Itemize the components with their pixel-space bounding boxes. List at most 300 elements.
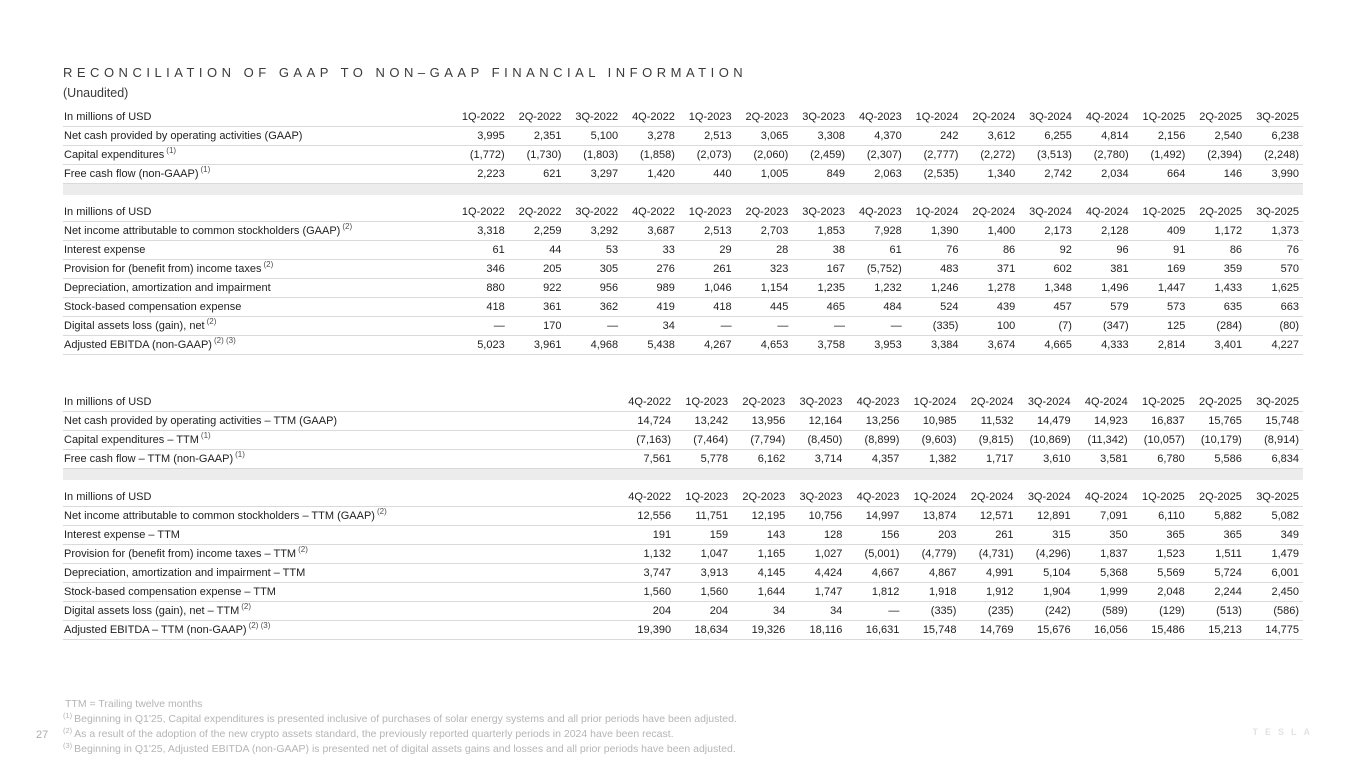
row-label	[63, 602, 618, 621]
cell-value: 1,912	[960, 583, 1017, 602]
cell-value: 2,513	[679, 222, 736, 241]
column-header: 2Q-2024	[962, 203, 1019, 222]
row-label-text: Interest expense – TTM	[64, 529, 180, 541]
cell-value: 3,913	[675, 564, 732, 583]
cell-value: —	[846, 602, 903, 621]
column-header: 3Q-2023	[789, 488, 846, 507]
cell-value: (2,394)	[1189, 146, 1246, 165]
cell-value: 6,162	[732, 450, 789, 469]
cell-value: 349	[1246, 526, 1303, 545]
table-row	[63, 222, 1303, 241]
row-label-text: Capital expenditures	[64, 149, 165, 161]
cell-value: 1,999	[1075, 583, 1132, 602]
cell-value: 86	[1189, 241, 1246, 260]
column-header: 3Q-2023	[792, 203, 849, 222]
cell-value: 3,297	[565, 165, 622, 184]
cell-value: 1,165	[732, 545, 789, 564]
cell-value: 12,556	[618, 507, 675, 526]
cell-value: 5,368	[1075, 564, 1132, 583]
cell-value: (7)	[1019, 317, 1076, 336]
column-header: 3Q-2024	[1018, 488, 1075, 507]
cell-value: 621	[509, 165, 566, 184]
cell-value: 4,665	[1019, 336, 1076, 355]
column-header: 2Q-2023	[736, 108, 793, 127]
cell-value: 1,511	[1189, 545, 1246, 564]
column-header: 4Q-2024	[1075, 393, 1132, 412]
footnote-text: As a result of the adoption of the new crypto assets standard, the previously reported quarterly periods in 2024 have been recast.	[74, 728, 674, 740]
cell-value: (5,752)	[849, 260, 906, 279]
cell-value: 1,560	[675, 583, 732, 602]
cell-value: (347)	[1076, 317, 1133, 336]
cell-value: 5,023	[452, 336, 509, 355]
cell-value: 849	[792, 165, 849, 184]
cell-value: —	[679, 317, 736, 336]
footnote-reference: (2)	[263, 260, 274, 270]
cell-value: 1,560	[618, 583, 675, 602]
table-header-row	[63, 203, 1303, 222]
column-header: 4Q-2023	[846, 488, 903, 507]
cell-value: (8,899)	[846, 431, 903, 450]
column-header: 3Q-2024	[1018, 393, 1075, 412]
cell-value: 2,540	[1189, 127, 1246, 146]
cell-value: 11,532	[960, 412, 1017, 431]
cell-value: 1,046	[679, 279, 736, 298]
cell-value: 3,612	[962, 127, 1019, 146]
quarterly-cash-flow-table	[63, 108, 1303, 184]
cell-value: (284)	[1189, 317, 1246, 336]
table-row	[63, 621, 1303, 640]
cell-value: 483	[906, 260, 963, 279]
column-header: 4Q-2023	[849, 108, 906, 127]
column-header: 2Q-2025	[1189, 203, 1246, 222]
cell-value: 2,156	[1133, 127, 1190, 146]
cell-value: 12,195	[732, 507, 789, 526]
table-row	[63, 602, 1303, 621]
cell-value: 96	[1076, 241, 1133, 260]
footnote-reference: (2)	[376, 507, 387, 517]
cell-value: (7,794)	[732, 431, 789, 450]
cell-value: 128	[789, 526, 846, 545]
cell-value: 3,384	[906, 336, 963, 355]
cell-value: (242)	[1018, 602, 1075, 621]
cell-value: 11,751	[675, 507, 732, 526]
cell-value: 4,370	[849, 127, 906, 146]
row-label	[63, 336, 452, 355]
cell-value: (7,464)	[675, 431, 732, 450]
column-header: 4Q-2024	[1076, 203, 1133, 222]
row-label-text: Free cash flow – TTM (non-GAAP)	[64, 453, 234, 465]
table-row	[63, 336, 1303, 355]
row-label	[63, 298, 452, 317]
cell-value: 5,082	[1246, 507, 1303, 526]
cell-value: 159	[675, 526, 732, 545]
cell-value: 323	[736, 260, 793, 279]
cell-value: 2,814	[1133, 336, 1190, 355]
ttm-cash-flow-table	[63, 393, 1303, 469]
column-header: 1Q-2023	[675, 393, 732, 412]
cell-value: 91	[1133, 241, 1190, 260]
column-header: 4Q-2022	[622, 203, 679, 222]
cell-value: 3,953	[849, 336, 906, 355]
cell-value: (2,060)	[736, 146, 793, 165]
column-header: 2Q-2024	[960, 393, 1017, 412]
cell-value: 1,400	[962, 222, 1019, 241]
cell-value: 3,308	[792, 127, 849, 146]
column-header: 2Q-2023	[732, 393, 789, 412]
cell-value: 1,644	[732, 583, 789, 602]
cell-value: 3,758	[792, 336, 849, 355]
cell-value: 170	[509, 317, 566, 336]
row-label-text: Provision for (benefit from) income taxes	[64, 263, 262, 275]
table-row	[63, 564, 1303, 583]
cell-value: 3,995	[452, 127, 509, 146]
column-header: 2Q-2024	[962, 108, 1019, 127]
row-label	[63, 412, 618, 431]
cell-value: 33	[622, 241, 679, 260]
cell-value: 1,132	[618, 545, 675, 564]
cell-value: (11,342)	[1075, 431, 1132, 450]
cell-value: 204	[618, 602, 675, 621]
cell-value: (9,815)	[960, 431, 1017, 450]
cell-value: (4,296)	[1018, 545, 1075, 564]
cell-value: (2,459)	[792, 146, 849, 165]
cell-value: 1,348	[1019, 279, 1076, 298]
cell-value: (335)	[906, 317, 963, 336]
cell-value: 602	[1019, 260, 1076, 279]
row-label	[63, 127, 452, 146]
cell-value: 3,747	[618, 564, 675, 583]
cell-value: 3,687	[622, 222, 679, 241]
cell-value: 16,837	[1132, 412, 1189, 431]
row-label	[63, 583, 618, 602]
cell-value: (2,307)	[849, 146, 906, 165]
cell-value: 13,956	[732, 412, 789, 431]
cell-value: 2,034	[1076, 165, 1133, 184]
cell-value: (4,731)	[960, 545, 1017, 564]
row-label-text: Adjusted EBITDA (non-GAAP)	[64, 339, 212, 351]
cell-value: 4,145	[732, 564, 789, 583]
row-label	[63, 241, 452, 260]
cell-value: 4,424	[789, 564, 846, 583]
cell-value: 61	[452, 241, 509, 260]
column-header: 4Q-2023	[846, 393, 903, 412]
cell-value: (335)	[903, 602, 960, 621]
cell-value: 4,227	[1246, 336, 1303, 355]
cell-value: —	[849, 317, 906, 336]
table-row	[63, 412, 1303, 431]
cell-value: 315	[1018, 526, 1075, 545]
cell-value: 34	[789, 602, 846, 621]
table-row	[63, 431, 1303, 450]
cell-value: 100	[962, 317, 1019, 336]
cell-value: 1,479	[1246, 545, 1303, 564]
cell-value: 1,523	[1132, 545, 1189, 564]
table-row	[63, 127, 1303, 146]
cell-value: (2,272)	[962, 146, 1019, 165]
column-header: 3Q-2025	[1246, 108, 1303, 127]
column-header: 1Q-2024	[906, 203, 963, 222]
cell-value: 34	[732, 602, 789, 621]
column-header: 3Q-2022	[565, 108, 622, 127]
column-header: 4Q-2024	[1076, 108, 1133, 127]
table-row	[63, 165, 1303, 184]
cell-value: (8,914)	[1246, 431, 1303, 450]
column-header: 2Q-2024	[960, 488, 1017, 507]
cell-value: 1,420	[622, 165, 679, 184]
cell-value: 61	[849, 241, 906, 260]
cell-value: (10,869)	[1018, 431, 1075, 450]
cell-value: 38	[792, 241, 849, 260]
column-header: 1Q-2025	[1133, 108, 1190, 127]
cell-value: 76	[906, 241, 963, 260]
cell-value: 28	[736, 241, 793, 260]
cell-value: 76	[1246, 241, 1303, 260]
cell-value: 14,479	[1018, 412, 1075, 431]
cell-value: 14,769	[960, 621, 1017, 640]
cell-value: 4,968	[565, 336, 622, 355]
column-header: 3Q-2023	[789, 393, 846, 412]
cell-value: 53	[565, 241, 622, 260]
cell-value: 4,667	[846, 564, 903, 583]
cell-value: 989	[622, 279, 679, 298]
table-row	[63, 526, 1303, 545]
footnote-reference: (1)	[200, 431, 211, 441]
cell-value: 1,447	[1133, 279, 1190, 298]
column-header: 3Q-2022	[565, 203, 622, 222]
cell-value: 359	[1189, 260, 1246, 279]
cell-value: 92	[1019, 241, 1076, 260]
cell-value: 2,063	[849, 165, 906, 184]
cell-value: 445	[736, 298, 793, 317]
row-label	[63, 260, 452, 279]
cell-value: 14,724	[618, 412, 675, 431]
cell-value: 242	[906, 127, 963, 146]
footnote-marker: (2)	[63, 725, 73, 735]
cell-value: 2,351	[509, 127, 566, 146]
column-header: 1Q-2022	[452, 108, 509, 127]
cell-value: —	[452, 317, 509, 336]
cell-value: 524	[906, 298, 963, 317]
cell-value: 1,373	[1246, 222, 1303, 241]
table-row	[63, 279, 1303, 298]
cell-value: (1,803)	[565, 146, 622, 165]
row-label-text: Depreciation, amortization and impairment	[64, 282, 271, 294]
page-subtitle: (Unaudited)	[63, 86, 129, 100]
cell-value: 1,853	[792, 222, 849, 241]
cell-value: (589)	[1075, 602, 1132, 621]
cell-value: 3,278	[622, 127, 679, 146]
column-header: 1Q-2025	[1133, 203, 1190, 222]
row-label	[63, 564, 618, 583]
cell-value: 7,928	[849, 222, 906, 241]
column-header: 1Q-2024	[906, 108, 963, 127]
cell-value: 2,173	[1019, 222, 1076, 241]
cell-value: (2,535)	[906, 165, 963, 184]
cell-value: (2,073)	[679, 146, 736, 165]
cell-value: 1,172	[1189, 222, 1246, 241]
cell-value: 1,382	[903, 450, 960, 469]
row-label	[63, 526, 618, 545]
column-header: 3Q-2023	[792, 108, 849, 127]
cell-value: —	[736, 317, 793, 336]
column-header: 4Q-2022	[618, 393, 675, 412]
cell-value: (2,777)	[906, 146, 963, 165]
cell-value: (80)	[1246, 317, 1303, 336]
cell-value: 2,703	[736, 222, 793, 241]
page-number: 27	[36, 729, 49, 741]
column-header: 2Q-2022	[509, 203, 566, 222]
cell-value: 570	[1246, 260, 1303, 279]
cell-value: 6,110	[1132, 507, 1189, 526]
footnotes	[63, 697, 1163, 757]
column-header: 2Q-2023	[736, 203, 793, 222]
cell-value: 6,238	[1246, 127, 1303, 146]
cell-value: 143	[732, 526, 789, 545]
section-spacer	[63, 355, 1303, 393]
cell-value: 29	[679, 241, 736, 260]
cell-value: 14,923	[1075, 412, 1132, 431]
cell-value: 16,631	[846, 621, 903, 640]
cell-value: (586)	[1246, 602, 1303, 621]
cell-value: 12,891	[1018, 507, 1075, 526]
cell-value: 465	[792, 298, 849, 317]
cell-value: 361	[509, 298, 566, 317]
cell-value: 1,005	[736, 165, 793, 184]
cell-value: 5,778	[675, 450, 732, 469]
cell-value: 1,747	[789, 583, 846, 602]
cell-value: 86	[962, 241, 1019, 260]
cell-value: 6,255	[1019, 127, 1076, 146]
cell-value: (1,772)	[452, 146, 509, 165]
cell-value: 418	[452, 298, 509, 317]
cell-value: 922	[509, 279, 566, 298]
cell-value: 7,561	[618, 450, 675, 469]
cell-value: 1,717	[960, 450, 1017, 469]
column-header: 3Q-2024	[1019, 108, 1076, 127]
cell-value: 305	[565, 260, 622, 279]
footnote-reference: (2)	[298, 545, 308, 555]
table-row	[63, 450, 1303, 469]
cell-value: 350	[1075, 526, 1132, 545]
footnote-ttm-definition	[63, 697, 1163, 712]
footnote-text: TTM = Trailing twelve months	[65, 698, 203, 710]
row-label	[63, 431, 618, 450]
column-header: 2Q-2025	[1189, 108, 1246, 127]
cell-value: 14,775	[1246, 621, 1303, 640]
cell-value: 346	[452, 260, 509, 279]
column-header: 2Q-2022	[509, 108, 566, 127]
cell-value: 1,232	[849, 279, 906, 298]
row-label-text: Stock-based compensation expense	[64, 301, 242, 313]
cell-value: 1,278	[962, 279, 1019, 298]
row-label	[63, 222, 452, 241]
table-row	[63, 317, 1303, 336]
cell-value: 573	[1133, 298, 1190, 317]
cell-value: 1,154	[736, 279, 793, 298]
quarterly-adjusted-ebitda-table	[63, 203, 1303, 355]
cell-value: 15,748	[1246, 412, 1303, 431]
cell-value: (9,603)	[903, 431, 960, 450]
column-header: 3Q-2025	[1246, 488, 1303, 507]
column-header: 3Q-2025	[1246, 393, 1303, 412]
row-label-text: Capital expenditures – TTM	[64, 434, 199, 446]
cell-value: 4,357	[846, 450, 903, 469]
row-label-text: Stock-based compensation expense – TTM	[64, 586, 276, 598]
cell-value: 2,128	[1076, 222, 1133, 241]
cell-value: 1,027	[789, 545, 846, 564]
cell-value: 167	[792, 260, 849, 279]
cell-value: 365	[1189, 526, 1246, 545]
column-header: 1Q-2023	[675, 488, 732, 507]
page-title: RECONCILIATION OF GAAP TO NON–GAAP FINANCIAL INFORMATION	[63, 65, 748, 80]
cell-value: 14,997	[846, 507, 903, 526]
cell-value: 5,882	[1189, 507, 1246, 526]
cell-value: (235)	[960, 602, 1017, 621]
cell-value: 3,292	[565, 222, 622, 241]
column-header: 1Q-2024	[903, 393, 960, 412]
row-label	[63, 146, 452, 165]
table-row	[63, 507, 1303, 526]
cell-value: 419	[622, 298, 679, 317]
table-row	[63, 241, 1303, 260]
cell-value: 6,001	[1246, 564, 1303, 583]
cell-value: —	[565, 317, 622, 336]
column-header: 4Q-2024	[1075, 488, 1132, 507]
cell-value: 2,048	[1132, 583, 1189, 602]
cell-value: (2,248)	[1246, 146, 1303, 165]
cell-value: (5,001)	[846, 545, 903, 564]
column-header: 2Q-2025	[1189, 488, 1246, 507]
cell-value: 16,056	[1075, 621, 1132, 640]
cell-value: 3,065	[736, 127, 793, 146]
cell-value: 3,581	[1075, 450, 1132, 469]
cell-value: 7,091	[1075, 507, 1132, 526]
cell-value: 1,047	[675, 545, 732, 564]
cell-value: 1,390	[906, 222, 963, 241]
row-label-text: Interest expense	[64, 244, 146, 256]
footnote-3	[63, 742, 1163, 757]
table-header-row	[63, 108, 1303, 127]
cell-value: 2,450	[1246, 583, 1303, 602]
column-header: 3Q-2024	[1019, 203, 1076, 222]
cell-value: 880	[452, 279, 509, 298]
footnote-reference: (2) (3)	[248, 621, 271, 631]
ttm-adjusted-ebitda-table	[63, 488, 1303, 640]
unit-label: In millions of USD	[63, 108, 452, 127]
cell-value: 2,742	[1019, 165, 1076, 184]
cell-value: (10,057)	[1132, 431, 1189, 450]
footnote-text: Beginning in Q1'25, Capital expenditures is presented inclusive of purchases of solar energy systems and all prior periods have been adjusted.	[74, 713, 737, 725]
cell-value: 156	[846, 526, 903, 545]
row-label-text: Depreciation, amortization and impairment – TTM	[64, 567, 306, 579]
cell-value: (1,730)	[509, 146, 566, 165]
cell-value: 3,990	[1246, 165, 1303, 184]
cell-value: 146	[1189, 165, 1246, 184]
cell-value: 191	[618, 526, 675, 545]
cell-value: 1,625	[1246, 279, 1303, 298]
cell-value: 205	[509, 260, 566, 279]
cell-value: 261	[960, 526, 1017, 545]
table-header-row	[63, 393, 1303, 412]
cell-value: (129)	[1132, 602, 1189, 621]
cell-value: 2,244	[1189, 583, 1246, 602]
row-label	[63, 165, 452, 184]
footnote-reference: (1)	[166, 146, 177, 156]
row-label	[63, 621, 618, 640]
cell-value: 3,401	[1189, 336, 1246, 355]
cell-value: 418	[679, 298, 736, 317]
cell-value: 1,433	[1189, 279, 1246, 298]
